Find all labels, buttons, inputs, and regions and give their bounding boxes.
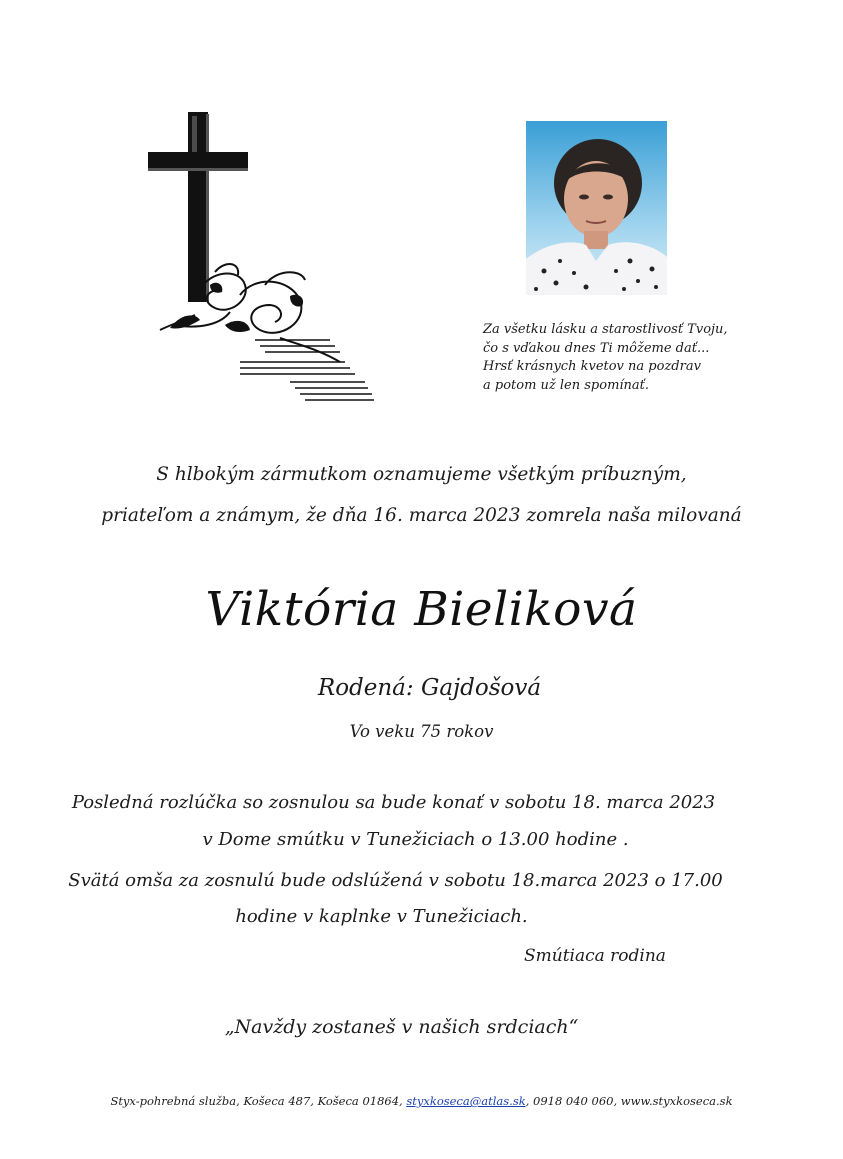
deceased-name: Viktória Bieliková	[205, 582, 638, 637]
footer-company: Styx-pohrebná služba, Košeca 487, Košeca 01864,	[110, 1094, 403, 1108]
footer-email-link[interactable]: styxkoseca@atlas.sk	[406, 1094, 526, 1108]
age: Vo veku 75 rokov	[349, 722, 494, 741]
poem	[483, 321, 743, 395]
cross-with-roses-icon	[140, 100, 380, 410]
announcement-line: S hlbokým zármutkom oznamujeme všetkým príbuzným,	[156, 464, 687, 485]
announcement-line: priateľom a známym, že dňa 16. marca 2023 zomrela naša milovaná	[101, 505, 742, 526]
mass-info-line: hodine v kaplnke v Tunežiciach.	[235, 906, 528, 927]
footer-phone-web: , 0918 040 060, www.styxkoseca.sk	[525, 1094, 733, 1108]
signature: Smútiaca rodina	[524, 946, 666, 966]
memorial-quote: „Navždy zostaneš v našich srdciach“	[224, 1016, 579, 1038]
funeral-info-line: v Dome smútku v Tunežiciach o 13.00 hodine .	[202, 829, 629, 850]
footer	[0, 1094, 843, 1108]
poem-line: a potom už len spomínať.	[483, 377, 650, 393]
maiden-name: Rodená: Gajdošová	[317, 675, 542, 701]
poem-line: Hrsť krásnych kvetov na pozdrav	[483, 359, 701, 374]
portrait-photo	[526, 121, 667, 295]
poem-line: čo s vďakou dnes Ti môžeme dať...	[483, 340, 710, 356]
mass-info-line: Svätá omša za zosnulú bude odslúžená v sobotu 18.marca 2023 o 17.00	[68, 870, 723, 891]
funeral-info-line: Posledná rozlúčka so zosnulou sa bude konať v sobotu 18. marca 2023	[71, 792, 716, 813]
poem-line: Za všetku lásku a starostlivosť Tvoju,	[483, 322, 728, 337]
